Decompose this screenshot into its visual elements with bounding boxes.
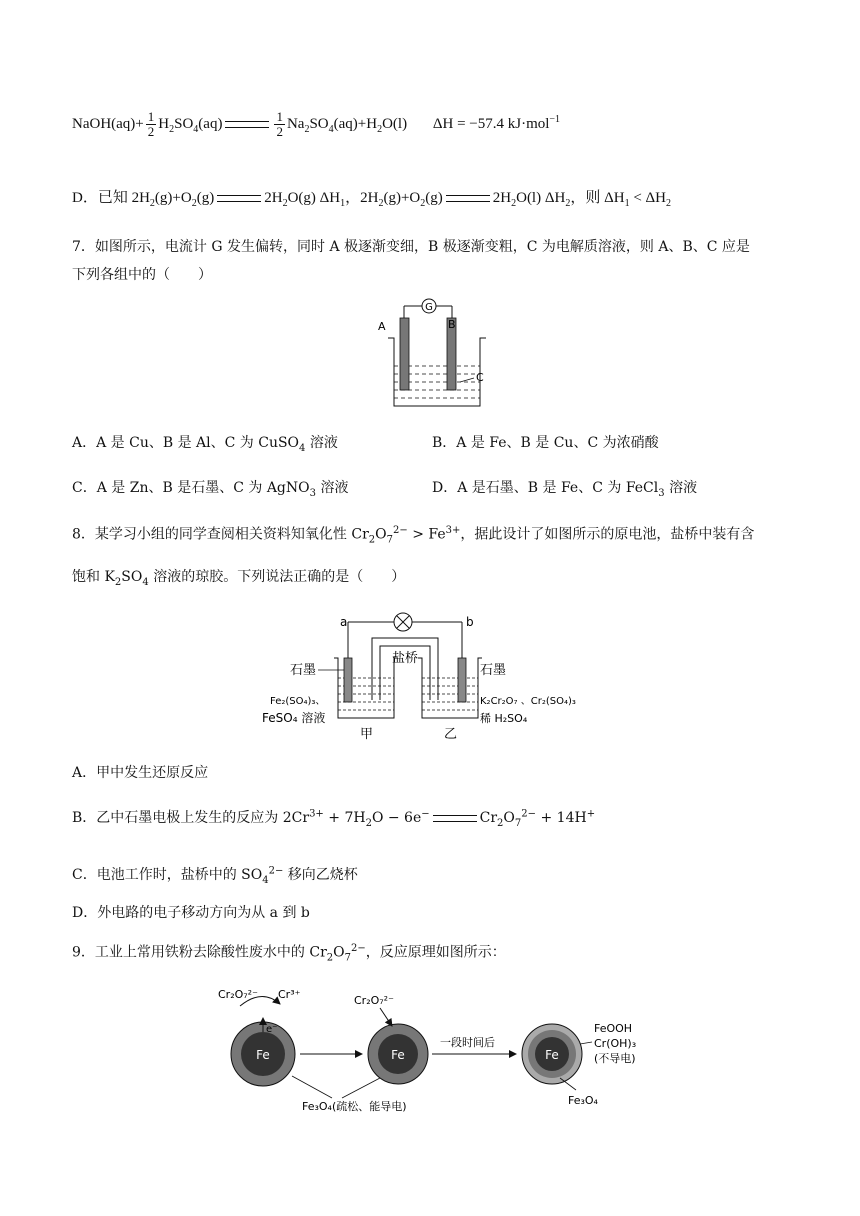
frac-num: 1 [147,109,155,124]
q-sub: 7 [386,534,393,546]
fe3o4-label: Fe₃O₄ [568,1094,598,1107]
q7-line1: 7．如图所示，电流计 G 发生偏转，同时 A 极逐渐变细，B 极逐渐变粗，C 为电解质溶液，则 A、B、C 应是 [72,239,750,255]
eq-text: H [158,116,170,133]
eq-sub: 1 [340,198,346,209]
eq-sub: 2 [666,198,672,209]
label-a: a [340,615,348,629]
eq-sub: 2 [191,198,197,209]
q9-line1 [72,938,506,969]
eq-text: Na [286,116,305,133]
left-solution-1: Fe₂(SO₄)₃、 [270,696,326,707]
nonconductive-label: (不导电) [594,1052,636,1065]
graphite-right-label: 石墨 [480,663,507,678]
eq-sup: −1 [549,114,561,126]
equals-sign [433,815,477,822]
option-text: 移向乙烧杯 [283,867,358,883]
q7-option-c [72,477,348,499]
right-solution-2: 稀 H₂SO₄ [480,712,528,725]
eq-sub: 2 [282,198,288,209]
option-text: D．A 是石墨、B 是 Fe、C 为 FeCl [432,480,659,496]
q7-option-a [72,432,338,454]
beaker-yi-label: 乙 [444,727,458,742]
q-text: 饱和 K [72,569,115,585]
option-text: 溶液 [664,480,698,496]
label-a: A [378,320,386,333]
prev-option-d [72,186,671,209]
frac-den: 2 [276,124,283,140]
option-text: 溶液 [305,435,338,451]
q-sub: 2 [114,576,122,588]
eq-text: SO [174,116,194,133]
eq-text: < ΔH [629,190,667,206]
option-sub: 2 [497,817,504,829]
option-text: O − 6e [371,810,422,826]
equals-sign [446,195,490,202]
fe-label: Fe [391,1048,405,1062]
eq-text: D．已知 2H [72,190,150,206]
eq-text: SO [309,116,329,133]
label-g: G [425,302,433,313]
option-text: C．A 是 Zn、B 是石墨、C 为 AgNO [72,480,310,496]
eq-sub: 2 [304,124,310,136]
q9-figure [210,980,690,1120]
eq-sub: 2 [511,198,517,209]
q-sup: 2− [393,525,408,536]
eq-sub: 2 [169,124,175,136]
q-sup: 2− [351,943,366,954]
frac-num: 1 [276,109,283,124]
salt-bridge-label: 盐桥 [392,651,419,666]
cr2o7-label: Cr₂O₇²⁻ [354,994,394,1007]
option-sub: 4 [262,874,269,886]
right-solution-1: K₂Cr₂O₇ 、Cr₂(SO₄)₃ [480,696,576,707]
label-b: b [466,615,474,629]
eq-sub: 2 [149,198,155,209]
eq-text: (aq)+H [333,116,378,133]
q8-option-d: D．外电路的电子移动方向为从 a 到 b [72,905,310,921]
option-text: 溶液 [316,480,349,496]
q-text: O [375,526,387,543]
eq-text: O(g) ΔH [287,190,341,206]
eq-text: O(l) [382,116,408,133]
beaker-jia-label: 甲 [360,727,374,742]
eq-text: (g)+O [154,190,192,206]
option-sub: 4 [299,442,306,454]
electrode-a [400,318,409,390]
eq-text: ，则 ΔH [570,190,625,206]
eq-text: (aq) [198,116,223,133]
eq-text: (g) [425,190,443,206]
label-b: B [448,318,456,331]
option-sup: 3+ [309,808,324,820]
after-time-label: 一段时间后 [440,1036,495,1049]
q-sub: 2 [326,952,334,964]
label-c: C [476,371,484,384]
option-sup: 2− [268,865,284,877]
graphite-left-label: 石墨 [290,663,317,678]
fraction [274,110,285,140]
eq-text: O(l) ΔH [516,190,566,206]
q8-option-c [72,864,358,886]
eq-sub: 4 [328,124,334,136]
croh3-label: Cr(OH)₃ [594,1037,637,1050]
delta-h: ΔH = −57.4 kJ·mol [432,116,550,133]
eq-text: 2H [492,190,512,206]
q-sup: 3+ [445,525,461,536]
cr3-label: Cr³⁺ [278,988,301,1001]
option-sup: − [421,808,430,820]
eq-sub: 1 [624,198,630,209]
eq-sub: 2 [377,124,383,136]
q7-line2: 下列各组中的（ ） [72,267,212,283]
q-text: 溶液的琼胶。下列说法正确的是（ ） [148,569,406,585]
q8-figure [252,610,612,750]
option-text: Cr [479,810,498,826]
option-text: + 7H [323,810,366,826]
q7-figure [370,286,500,412]
eq-text: (g)+O [383,190,421,206]
electron-label: e⁻ [266,1024,278,1035]
q8-option-b [72,807,595,829]
left-solution-2: FeSO₄ 溶液 [262,711,326,725]
q-text: ，反应原理如图所示： [365,944,506,961]
eq-sub: 2 [378,198,384,209]
option-text: + 14H [536,810,587,826]
eq-text: ，2H [345,190,379,206]
q-text: 8．某学习小组的同学查阅相关资料知氧化性 Cr [72,526,369,543]
q-text: O [333,944,345,961]
option-sub: 3 [658,487,665,499]
q-sub: 7 [344,952,351,964]
eq-sub: 4 [193,124,199,136]
option-sub: 7 [514,817,522,829]
q7-option-b: B．A 是 Fe、B 是 Cu、C 为浓硝酸 [432,435,659,451]
frac-den: 2 [147,124,155,140]
eq-sub: 2 [565,198,571,209]
fraction [146,110,157,140]
cr2o7-label: Cr₂O₇²⁻ [218,988,258,1001]
top-equation [72,110,560,140]
option-text: O [503,810,515,826]
eq-text: (g) [196,190,215,206]
q-text: SO [121,569,143,585]
fe3o4-loose-label: Fe₃O₄(疏松、能导电) [302,1100,407,1113]
fe-label: Fe [256,1048,270,1062]
q-text: ，据此设计了如图所示的原电池，盐桥中装有含 [460,526,755,543]
option-sub: 3 [309,487,316,499]
eq-text: 2H [264,190,283,206]
option-sub: 2 [365,817,372,829]
q8-option-a: A．甲中发生还原反应 [72,765,209,781]
equals-sign [225,121,269,128]
q7-option-d [432,477,697,499]
feooh-label: FeOOH [594,1022,633,1035]
q-text: > Fe [407,526,446,543]
option-text: A．A 是 Cu、B 是 Al、C 为 CuSO [72,435,300,451]
fe-label: Fe [545,1048,559,1062]
option-sup: + [586,808,596,820]
eq-sub: 2 [420,198,426,209]
q8-line1 [72,520,754,551]
equals-sign [217,195,261,202]
q-text: 9．工业上常用铁粉去除酸性废水中的 Cr [72,944,327,961]
q-sub: 4 [142,576,149,588]
q8-line2 [72,566,405,594]
option-text: B．乙中石墨电极上发生的反应为 2Cr [72,810,310,826]
option-text: C．电池工作时，盐桥中的 SO [72,867,263,883]
option-sup: 2− [521,808,537,820]
q-sub: 2 [368,534,376,546]
eq-text: NaOH(aq)+ [72,116,144,133]
